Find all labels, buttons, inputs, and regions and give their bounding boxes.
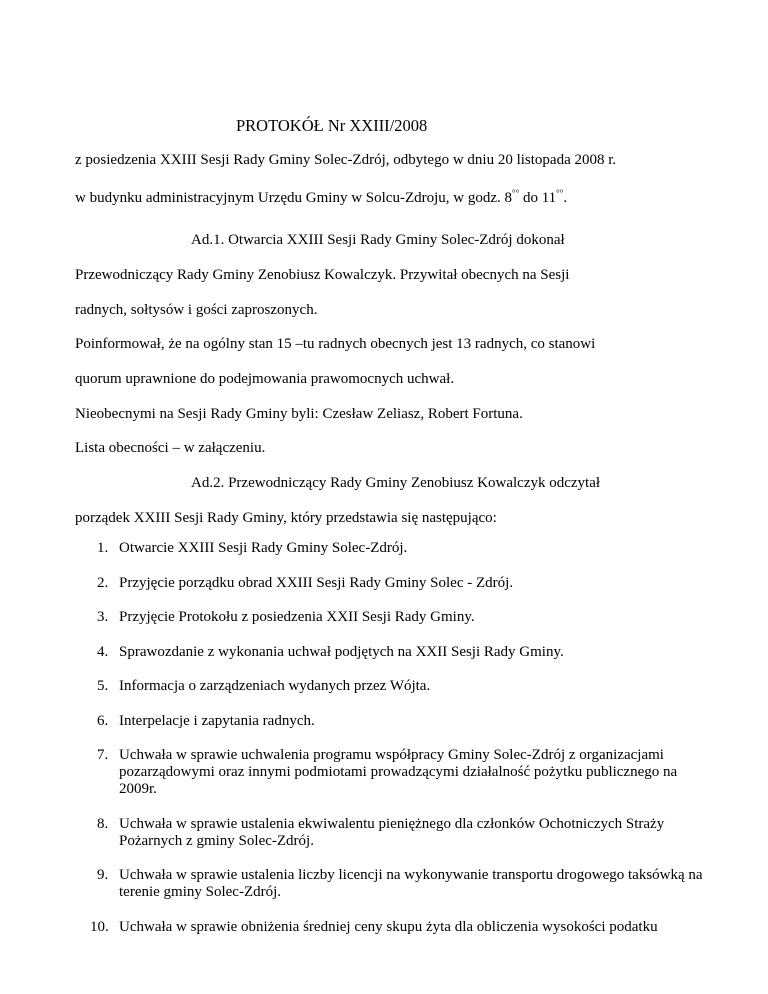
agenda-item-number: 3. <box>97 609 109 625</box>
ad1-line-2: Przewodniczący Rady Gminy Zenobiusz Kowalczyk. Przywitał obecnych na Sesji <box>75 267 570 283</box>
agenda-item-text: Uchwała w sprawie obniżenia średniej ceny skupu żyta dla obliczenia wysokości podatku <box>119 918 658 935</box>
intro-line-2-suffix: . <box>563 190 568 206</box>
agenda-item-text: Uchwała w sprawie ustalenia ekwiwalentu pieniężnego dla członków Ochotniczych Straży Pożarnych z gminy Solec-Zdrój. <box>119 815 665 849</box>
agenda-item-number: 2. <box>97 574 109 591</box>
agenda-item <box>75 747 715 798</box>
agenda-item-number: 7. <box>97 747 109 763</box>
agenda-item <box>75 644 715 661</box>
ad1-line-5: quorum uprawnione do podejmowania prawomocnych uchwał. <box>75 371 455 387</box>
agenda-item-number: 1. <box>97 540 109 556</box>
end-hour-minutes: °° <box>556 188 564 198</box>
agenda-item-number: 6. <box>97 712 109 729</box>
ad1-line-3: radnych, sołtysów i gości zaproszonych. <box>75 302 318 318</box>
intro-line-2 <box>75 188 567 207</box>
agenda-item-text: Informacja o zarządzeniach wydanych przez Wójta. <box>119 678 431 694</box>
agenda-item <box>75 867 715 901</box>
agenda-item <box>75 678 715 695</box>
agenda-item-text: Otwarcie XXIII Sesji Rady Gminy Solec-Zdrój. <box>119 540 408 556</box>
ad1-line-6: Nieobecnymi na Sesji Rady Gminy byli: Czesław Zeliasz, Robert Fortuna. <box>75 406 523 422</box>
ad1-heading: Ad.1. Otwarcia XXIII Sesji Rady Gminy Solec-Zdrój dokonał <box>191 232 565 248</box>
agenda-item-number: 10. <box>90 918 109 935</box>
intro-line-1: z posiedzenia XXIII Sesji Rady Gminy Solec-Zdrój, odbytego w dniu 20 listopada 2008 r. <box>75 152 617 168</box>
ad1-line-4: Poinformował, że na ogólny stan 15 –tu radnych obecnych jest 13 radnych, co stanowi <box>75 336 596 352</box>
agenda-item <box>75 609 715 626</box>
agenda-item-text: Uchwała w sprawie uchwalenia programu współpracy Gminy Solec-Zdrój z organizacjami pozarządowymi oraz innymi podmiotami prowadzącymi działalność pożytku publicznego na 2009r. <box>119 747 678 797</box>
document-title: PROTOKÓŁ Nr XXIII/2008 <box>236 116 428 135</box>
agenda-item-text: Uchwała w sprawie ustalenia liczby licencji na wykonywanie transportu drogowego taksówką na terenie gminy Solec-Zdrój. <box>119 867 703 900</box>
intro-line-2-mid: do 11 <box>519 190 557 206</box>
agenda-item <box>75 575 715 592</box>
agenda-item <box>75 919 715 936</box>
agenda-item-text: Przyjęcie porządku obrad XXIII Sesji Rady Gminy Solec - Zdrój. <box>119 574 514 591</box>
ad1-line-7: Lista obecności – w załączeniu. <box>75 440 266 456</box>
agenda-item-text: Sprawozdanie z wykonania uchwał podjętych na XXII Sesji Rady Gminy. <box>119 643 564 660</box>
agenda-item <box>75 713 715 730</box>
agenda-item-number: 9. <box>97 867 109 883</box>
agenda-item-number: 4. <box>97 643 109 660</box>
intro-line-2-prefix: w budynku administracyjnym Urzędu Gminy w Solcu-Zdroju, w godz. 8 <box>75 190 513 206</box>
start-hour-minutes: °° <box>512 188 520 198</box>
agenda-item-number: 5. <box>97 678 109 694</box>
agenda-item-text: Przyjęcie Protokołu z posiedzenia XXII Sesji Rady Gminy. <box>119 609 475 625</box>
agenda-item-text: Interpelacje i zapytania radnych. <box>119 712 315 729</box>
agenda-list <box>75 540 715 953</box>
ad2-line-2: porządek XXIII Sesji Rady Gminy, który przedstawia się następująco: <box>75 510 497 526</box>
agenda-item <box>75 816 715 850</box>
ad2-heading: Ad.2. Przewodniczący Rady Gminy Zenobiusz Kowalczyk odczytał <box>191 475 601 491</box>
agenda-item <box>75 540 715 557</box>
agenda-item-number: 8. <box>97 815 109 832</box>
